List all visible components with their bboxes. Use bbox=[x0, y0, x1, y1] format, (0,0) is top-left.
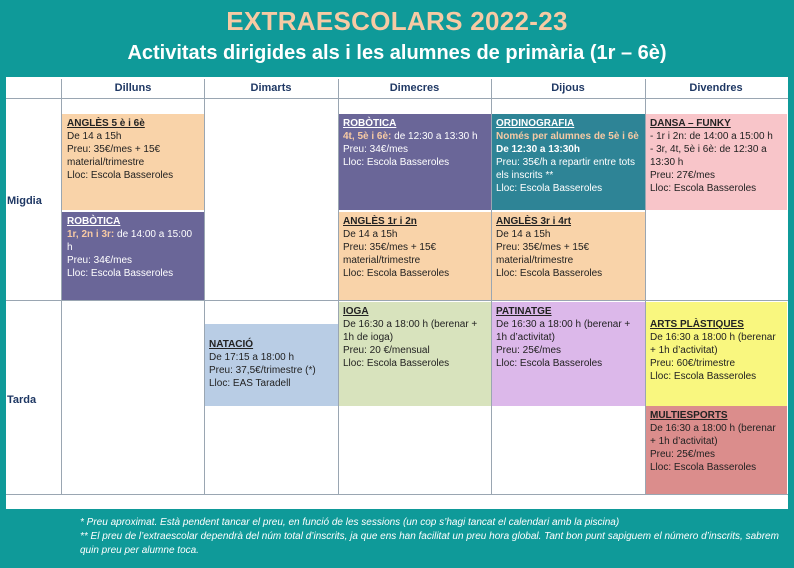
activity-angles-5-6: ANGLÈS 5 è i 6è De 14 a 15h Preu: 35€/mes + 15€ material/trimestre Lloc: Escola Basseroles bbox=[62, 114, 204, 210]
activity-arts-plastiques: ARTS PLÀSTIQUES De 16:30 a 18:00 h (berenar + 1h d’activitat) Preu: 60€/trimestre Lloc: Escola Basseroles bbox=[645, 302, 787, 406]
activity-angles-1-2: ANGLÈS 1r i 2n De 14 a 15h Preu: 35€/mes + 15€ material/trimestre Lloc: Escola Basseroles bbox=[338, 212, 491, 300]
activity-title: MULTIESPORTS bbox=[650, 410, 728, 421]
activity-ordinografia: ORDINOGRAFIA Només per alumnes de 5è i 6è De 12:30 a 13:30h Preu: 35€/h a repartir entre tots els inscrits ** Lloc: Escola Basseroles bbox=[491, 114, 645, 210]
day-header-divendres: Divendres bbox=[689, 82, 743, 94]
grid-line bbox=[204, 79, 205, 494]
activity-title: ARTS PLÀSTIQUES bbox=[650, 319, 744, 330]
grid-line bbox=[338, 79, 339, 494]
activity-title: NATACIÓ bbox=[209, 339, 254, 350]
footnote-1: * Preu aproximat. Està pendent tancar el preu, en funció de les sessions (un cop s’hagi tancat el calendari amb la piscina) bbox=[80, 517, 620, 528]
grid-line bbox=[6, 494, 788, 495]
activity-robotica-dimecres: ROBÒTICA 4t, 5è i 6è: de 12:30 a 13:30 h Preu: 34€/mes Lloc: Escola Basseroles bbox=[338, 114, 491, 210]
day-header-dimecres: Dimecres bbox=[389, 82, 440, 94]
day-header-dilluns: Dilluns bbox=[114, 82, 152, 94]
activity-multiesports: MULTIESPORTS De 16:30 a 18:00 h (berenar + 1h d’activitat) Preu: 25€/mes Lloc: Escola Basseroles bbox=[645, 406, 787, 494]
activity-title: ROBÒTICA bbox=[343, 118, 397, 129]
day-header-dijous: Dijous bbox=[551, 82, 585, 94]
activity-title: ROBÒTICA bbox=[67, 216, 121, 227]
activity-title: ORDINOGRAFIA bbox=[496, 118, 575, 129]
page-subtitle: Activitats dirigides als i les alumnes de primària (1r – 6è) bbox=[127, 42, 667, 64]
footnote-2: ** El preu de l’extraescolar dependrà del núm total d’inscrits, ja que ens han facilitat un preu hora global. Tant bon punt sapiguem el número d’inscrits, sabrem quin preu per alumne toca. bbox=[80, 531, 779, 556]
activity-title: ANGLÈS 5 è i 6è bbox=[67, 118, 145, 129]
activity-title: DANSA – FUNKY bbox=[650, 118, 731, 129]
page-title: EXTRAESCOLARS 2022-23 bbox=[226, 6, 568, 36]
activity-title: ANGLÈS 1r i 2n bbox=[343, 216, 417, 227]
row-label-tarda: Tarda bbox=[7, 394, 37, 406]
activity-title: PATINATGE bbox=[496, 306, 552, 317]
activity-dansa-funky: DANSA – FUNKY - 1r i 2n: de 14:00 a 15:00 h - 3r, 4t, 5è i 6è: de 12:30 a 13:30 h Preu: 27€/mes Lloc: Escola Basseroles bbox=[645, 114, 787, 210]
activity-patinatge: PATINATGE De 16:30 a 18:00 h (berenar + 1h d’activitat) Preu: 25€/mes Lloc: Escola Basseroles bbox=[491, 302, 645, 406]
grid-line bbox=[491, 79, 492, 494]
grid-line bbox=[61, 79, 62, 494]
footnotes bbox=[80, 516, 780, 558]
activity-natacio: NATACIÓ De 17:15 a 18:00 h Preu: 37,5€/trimestre (*) Lloc: EAS Taradell bbox=[204, 324, 338, 406]
row-label-migdia: Migdia bbox=[7, 195, 42, 207]
grid-line bbox=[6, 300, 788, 301]
activity-angles-3-4: ANGLÈS 3r i 4rt De 14 a 15h Preu: 35€/mes + 15€ material/trimestre Lloc: Escola Basseroles bbox=[491, 212, 645, 300]
activity-title: IOGA bbox=[343, 306, 369, 317]
activity-robotica-dilluns: ROBÒTICA 1r, 2n i 3r: de 14:00 a 15:00 h Preu: 34€/mes Lloc: Escola Basseroles bbox=[62, 212, 204, 300]
day-header-dimarts: Dimarts bbox=[250, 82, 292, 94]
grid-line bbox=[645, 79, 646, 494]
activity-title: ANGLÈS 3r i 4rt bbox=[496, 216, 572, 227]
grid-line bbox=[6, 98, 788, 99]
activity-ioga: IOGA De 16:30 a 18:00 h (berenar + 1h de ioga) Preu: 20 €/mensual Lloc: Escola Basseroles bbox=[338, 302, 491, 406]
